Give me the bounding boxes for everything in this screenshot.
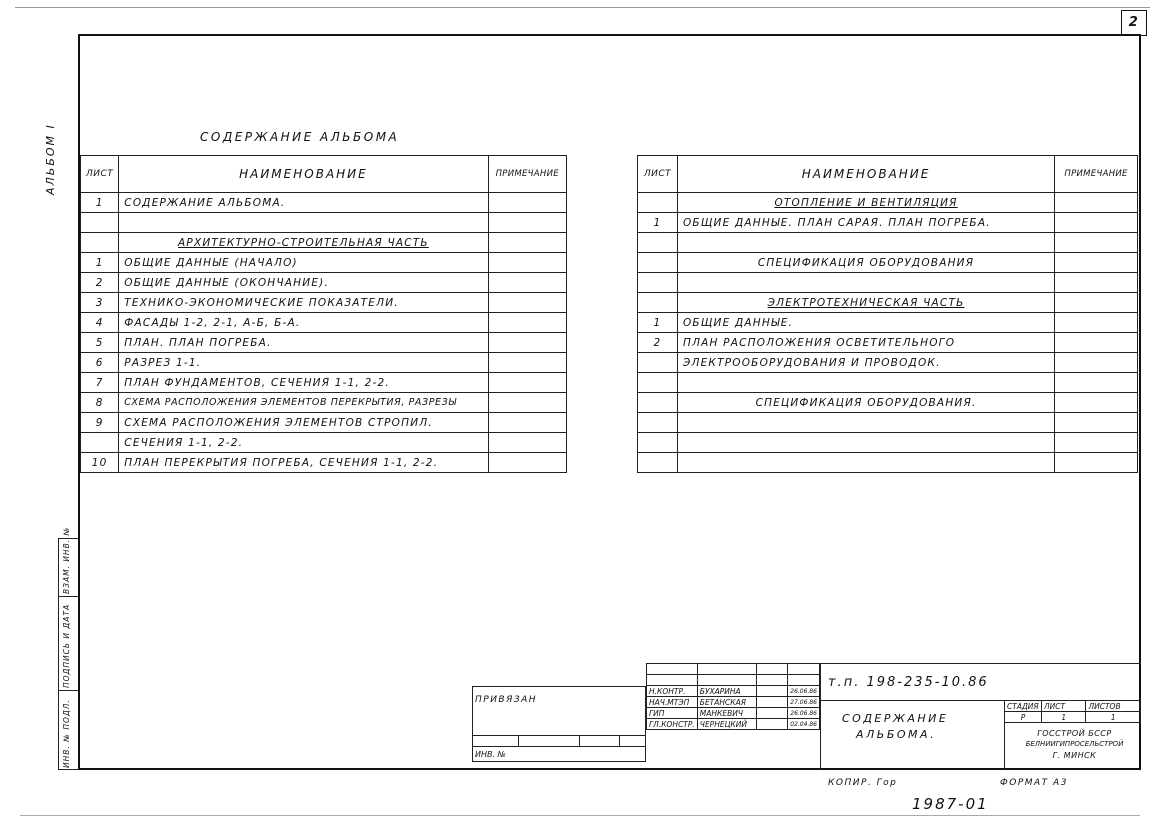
row-note [488,353,566,373]
stage-header: СТАДИЯ [1005,701,1042,712]
table-row [81,293,567,313]
row-name: ТЕХНИКО-ЭКОНОМИЧЕСКИЕ ПОКАЗАТЕЛИ. [119,293,488,313]
row-name [677,433,1054,453]
row-note [488,433,566,453]
role-name: БУХАРИНА [697,686,756,697]
header-note: ПРИМЕЧАНИЕ [1055,156,1138,193]
row-name: ОБЩИЕ ДАННЫЕ. [677,313,1054,333]
row-note [1055,393,1138,413]
row-note [488,273,566,293]
row-name [677,233,1054,253]
table-row [638,353,1138,373]
table-row [638,193,1138,213]
row-sheet-number: 10 [81,453,119,473]
row-note [488,233,566,253]
row-name: ПЛАН ПЕРЕКРЫТИЯ ПОГРЕБА, СЕЧЕНИЯ 1-1, 2-2. [119,453,488,473]
sheet-header: ЛИСТ [1041,701,1085,712]
table-row [81,353,567,373]
header-sheet: ЛИСТ [81,156,119,193]
title-block-roles [646,663,820,730]
row-sheet-number: 2 [81,273,119,293]
row-name: ФАСАДЫ 1-2, 2-1, А-Б, Б-А. [119,313,488,333]
row-sheet-number [81,233,119,253]
side-stamp-podpis: ПОДПИСЬ И ДАТА [62,603,71,688]
row-sheet-number: 9 [81,413,119,433]
doc-title-line1: СОДЕРЖАНИЕ [842,712,949,725]
role-row [647,719,820,730]
role-date: 26.06.86 [788,686,820,697]
row-name: ОБЩИЕ ДАННЫЕ (ОКОНЧАНИЕ). [119,273,488,293]
sheets-header: ЛИСТОВ [1086,701,1141,712]
header-sheet: ЛИСТ [638,156,678,193]
row-note [488,453,566,473]
role-signature [757,719,788,730]
row-note [1055,433,1138,453]
org-line2: БЕЛНИИГИПРОСЕЛЬСТРОЙ [1025,740,1124,748]
row-sheet-number [638,413,678,433]
header-name: НАИМЕНОВАНИЕ [119,156,488,193]
role-date: 27.06.86 [788,697,820,708]
row-sheet-number [81,433,119,453]
role-role: ГИП [647,708,698,719]
row-sheet-number [638,193,678,213]
row-name: СХЕМА РАСПОЛОЖЕНИЯ ЭЛЕМЕНТОВ ПЕРЕКРЫТИЯ, РАЗРЕЗЫ [119,393,488,413]
row-name: ЭЛЕКТРООБОРУДОВАНИЯ И ПРОВОДОК. [677,353,1054,373]
table-header-row [81,156,567,193]
row-note [1055,413,1138,433]
row-sheet-number: 3 [81,293,119,313]
table-row [638,213,1138,233]
row-note [488,313,566,333]
org-block [1012,728,1137,761]
binding-label: ПРИВЯЗАН [473,687,646,736]
format-label: ФОРМАТ А3 [1000,778,1068,788]
table-row [638,413,1138,433]
table-row [81,313,567,333]
doc-title-line2: АЛЬБОМА. [856,728,937,741]
row-sheet-number [638,433,678,453]
binding-inv: ИНВ. № [473,747,646,762]
side-stamp-divider [58,690,78,691]
row-name: ОБЩИЕ ДАННЫЕ. ПЛАН САРАЯ. ПЛАН ПОГРЕБА. [677,213,1054,233]
header-note: ПРИМЕЧАНИЕ [488,156,566,193]
row-name: СПЕЦИФИКАЦИЯ ОБОРУДОВАНИЯ. [677,393,1054,413]
row-name: ПЛАН. ПЛАН ПОГРЕБА. [119,333,488,353]
project-code: т.п. 198-235-10.86 [828,675,989,690]
row-sheet-number [638,253,678,273]
row-sheet-number: 2 [638,333,678,353]
row-name [677,453,1054,473]
role-signature [757,686,788,697]
copied-label: КОПИР. Гор [828,778,898,788]
section-heading: ЭЛЕКТРОТЕХНИЧЕСКАЯ ЧАСТЬ [677,293,1054,313]
role-signature [757,697,788,708]
row-name: ОБЩИЕ ДАННЫЕ (НАЧАЛО) [119,253,488,273]
row-note [1055,293,1138,313]
row-note [1055,193,1138,213]
row-sheet-number [638,353,678,373]
row-note [1055,453,1138,473]
row-note [488,213,566,233]
side-stamp-inv-podl: ИНВ. № ПОДЛ. [62,699,71,768]
stage-value: Р [1005,712,1042,723]
table-row [81,433,567,453]
role-row [647,697,820,708]
table-row [638,433,1138,453]
row-sheet-number: 1 [81,193,119,213]
row-note [488,253,566,273]
row-name [677,373,1054,393]
org-line3: Г. МИНСК [1052,751,1097,760]
row-note [1055,253,1138,273]
stage-table [1004,700,1141,723]
table-row [81,273,567,293]
table-row [638,233,1138,253]
row-note [1055,233,1138,253]
table-row [638,333,1138,353]
role-date: 26.06.86 [788,708,820,719]
row-note [1055,353,1138,373]
album-side-label: АЛЬБОМ I [44,123,57,195]
sheets-value: 1 [1086,712,1141,723]
table-row [81,453,567,473]
row-sheet-number: 6 [81,353,119,373]
row-name: СПЕЦИФИКАЦИЯ ОБОРУДОВАНИЯ [677,253,1054,273]
row-note [488,293,566,313]
row-sheet-number [81,213,119,233]
row-name: СХЕМА РАСПОЛОЖЕНИЯ ЭЛЕМЕНТОВ СТРОПИЛ. [119,413,488,433]
row-sheet-number [638,393,678,413]
top-scan-line [15,7,1150,8]
row-note [1055,273,1138,293]
role-role: ГЛ.КОНСТР. [647,719,698,730]
row-sheet-number: 8 [81,393,119,413]
table-row [81,213,567,233]
row-note [488,373,566,393]
row-note [488,193,566,213]
section-heading: АРХИТЕКТУРНО-СТРОИТЕЛЬНАЯ ЧАСТЬ [119,233,488,253]
table-row [638,273,1138,293]
header-name: НАИМЕНОВАНИЕ [677,156,1054,193]
row-name: ПЛАН РАСПОЛОЖЕНИЯ ОСВЕТИТЕЛЬНОГО [677,333,1054,353]
stage-divider [1004,700,1005,770]
table-row [81,333,567,353]
table-row [638,373,1138,393]
row-name: РАЗРЕЗ 1-1. [119,353,488,373]
row-note [488,333,566,353]
table-row [638,253,1138,273]
binding-block [472,686,646,762]
section-heading: ОТОПЛЕНИЕ И ВЕНТИЛЯЦИЯ [677,193,1054,213]
table-header-row [638,156,1138,193]
table-row [638,293,1138,313]
sheet-number-box [1121,10,1147,36]
role-row [647,708,820,719]
row-sheet-number: 1 [638,213,678,233]
side-stamp-divider [58,596,78,597]
row-note [488,393,566,413]
row-note [488,413,566,433]
row-note [1055,373,1138,393]
row-sheet-number: 1 [638,313,678,333]
row-name [677,413,1054,433]
table-row [81,373,567,393]
role-row [647,686,820,697]
row-sheet-number [638,453,678,473]
sheet-value: 1 [1041,712,1085,723]
row-note [1055,333,1138,353]
role-date: 02.04.86 [788,719,820,730]
table-row [81,393,567,413]
year-label: 1987-01 [912,795,989,813]
role-name: БЕТАНСКАЯ [697,697,756,708]
sheet-number: 2 [1128,15,1140,30]
row-name: ПЛАН ФУНДАМЕНТОВ, СЕЧЕНИЯ 1-1, 2-2. [119,373,488,393]
row-sheet-number: 4 [81,313,119,333]
role-name: МАНКЕВИЧ [697,708,756,719]
row-sheet-number [638,293,678,313]
table-row [638,313,1138,333]
contents-table-right [637,155,1138,473]
row-name [119,213,488,233]
role-role: Н.КОНТР. [647,686,698,697]
row-sheet-number: 1 [81,253,119,273]
org-line1: ГОССТРОЙ БССР [1037,729,1112,738]
table-row [638,453,1138,473]
contents-table-left [80,155,567,473]
page-title: СОДЕРЖАНИЕ АЛЬБОМА [200,130,400,144]
row-sheet-number: 7 [81,373,119,393]
row-sheet-number [638,273,678,293]
row-sheet-number [638,373,678,393]
side-stamp-vzam: ВЗАМ. ИНВ. № [62,526,71,594]
table-row [638,393,1138,413]
row-note [1055,313,1138,333]
row-sheet-number [638,233,678,253]
role-signature [757,708,788,719]
role-name: ЧЕРНЕЦКИЙ [697,719,756,730]
row-name: СЕЧЕНИЯ 1-1, 2-2. [119,433,488,453]
table-row [81,253,567,273]
row-name: СОДЕРЖАНИЕ АЛЬБОМА. [119,193,488,213]
table-row [81,233,567,253]
row-sheet-number: 5 [81,333,119,353]
row-name [677,273,1054,293]
row-note [1055,213,1138,233]
table-row [81,193,567,213]
bottom-scan-line [20,815,1140,816]
table-row [81,413,567,433]
role-role: НАЧ.МТЭП [647,697,698,708]
